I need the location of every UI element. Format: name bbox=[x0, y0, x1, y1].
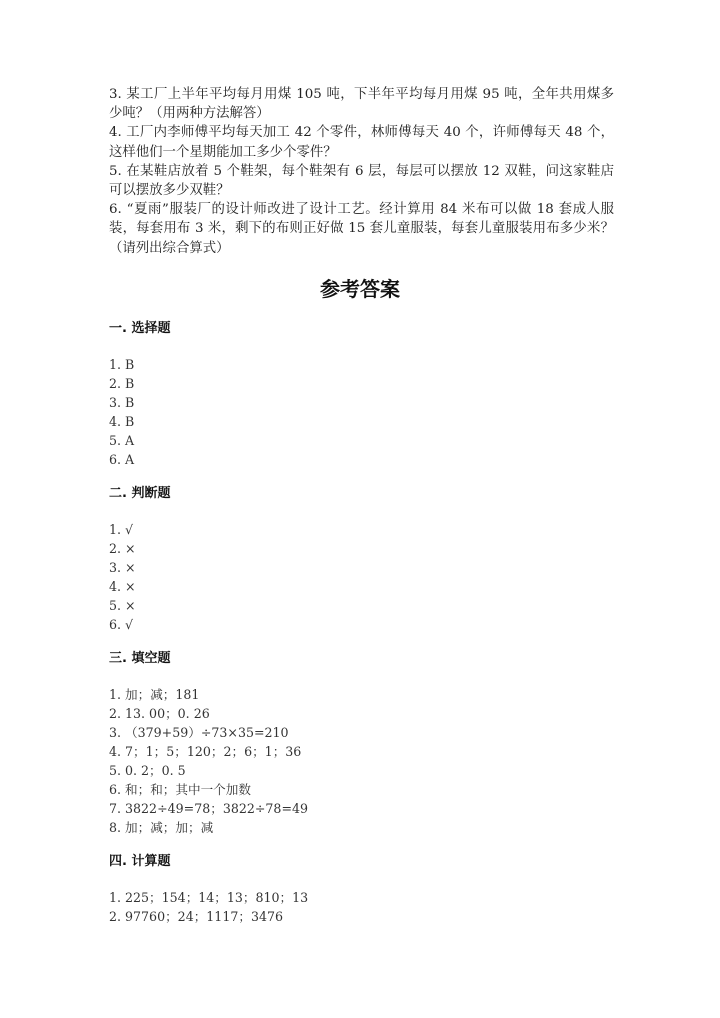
answer-item: 1. √ bbox=[109, 522, 134, 537]
section-title-fill: 三. 填空题 bbox=[109, 651, 171, 666]
answer-item: 5. 0. 2；0. 5 bbox=[109, 763, 186, 778]
answer-item: 1. B bbox=[109, 357, 135, 372]
answer-item: 2. × bbox=[109, 541, 136, 556]
section-title-choice: 一. 选择题 bbox=[109, 321, 171, 336]
answer-item: 2. B bbox=[109, 376, 135, 391]
problem-3: 3. 某工厂上半年平均每月用煤 105 吨，下半年平均每月用煤 95 吨，全年共用煤多少吨？（用两种方法解答） bbox=[109, 87, 614, 122]
answer-item: 2. 97760；24；1117；3476 bbox=[109, 909, 283, 924]
problem-5: 5. 在某鞋店放着 5 个鞋架，每个鞋架有 6 层，每层可以摆放 12 双鞋，问这家鞋店可以摆放多少双鞋？ bbox=[109, 163, 614, 199]
answer-item: 5. × bbox=[109, 598, 136, 613]
answers-judge bbox=[109, 520, 136, 634]
answer-item: 3. （379+59）÷73×35=210 bbox=[109, 725, 289, 740]
answer-item: 2. 13. 00；0. 26 bbox=[109, 706, 210, 721]
word-problems bbox=[109, 85, 614, 258]
problem-4: 4. 工厂内李师傅平均每天加工 42 个零件，林师傅每天 40 个，许师傅每天 48 个，这样他们一个星期能加工多少个零件？ bbox=[109, 125, 614, 160]
answer-item: 4. B bbox=[109, 414, 135, 429]
answer-item: 6. √ bbox=[109, 617, 134, 632]
answer-item: 8. 加；减；加；减 bbox=[109, 820, 214, 835]
answer-item: 1. 加；减；181 bbox=[109, 687, 200, 702]
answers-choice bbox=[109, 355, 134, 469]
answer-key-title: 参考答案 bbox=[320, 277, 400, 301]
answer-item: 6. A bbox=[109, 452, 135, 467]
section-title-calc: 四. 计算题 bbox=[109, 854, 171, 869]
answer-item: 7. 3822÷49=78；3822÷78=49 bbox=[109, 801, 309, 816]
answer-item: 1. 225；154；14；13；810；13 bbox=[109, 890, 309, 905]
section-title-judge: 二. 判断题 bbox=[109, 486, 171, 501]
answer-item: 5. A bbox=[109, 433, 135, 448]
answers-fill bbox=[109, 685, 308, 837]
answers-calc bbox=[109, 888, 308, 926]
answer-item: 3. B bbox=[109, 395, 135, 410]
answer-item: 4. × bbox=[109, 579, 136, 594]
answer-item: 6. 和；和；其中一个加数 bbox=[109, 782, 251, 797]
answer-item: 3. × bbox=[109, 560, 136, 575]
problem-6: 6. “夏雨”服装厂的设计师改进了设计工艺。经计算用 84 米布可以做 18 套成人服装，每套用布 3 米，剩下的布则正好做 15 套儿童服装，每套儿童服装用布多少米？（请列出综合算式） bbox=[109, 202, 614, 256]
answer-item: 4. 7；1；5；120；2；6；1；36 bbox=[109, 744, 302, 759]
